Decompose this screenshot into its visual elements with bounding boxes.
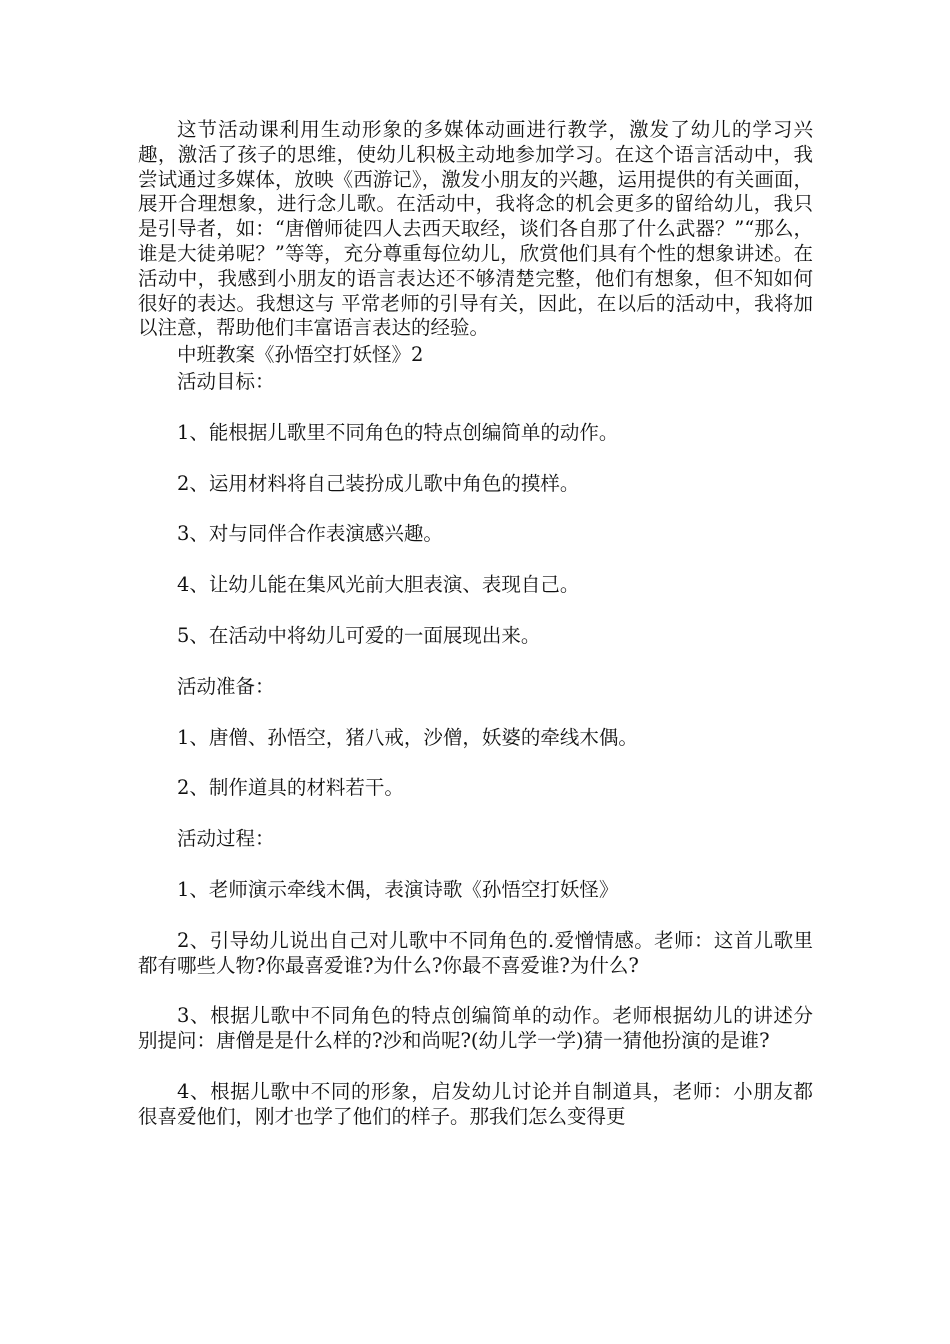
paragraph-reflection: 这节活动课利用生动形象的多媒体动画进行教学，激发了幼儿的学习兴趣，激活了孩子的思维，使幼儿积极主动地参加学习。在这个语言活动中，我尝试通过多媒体，放映《西游记》，激发小朋友的兴趣，运用提供的有关画面，展开合理想象，进行念儿歌。在活动中，我将念的机会更多的留给幼儿，我只是引导者，如：“唐僧师徒四人去西天取经，谈们各自那了什么武器？”“那么，谁是大徒弟呢？”等等，充分尊重每位幼儿，欣赏他们具有个性的想象讲述。在活动中，我感到小朋友的语言表达还不够清楚完整，他们有想象，但不知如何很好的表达。我想这与 平常老师的引导有关，因此，在以后的活动中，我将加以注意，帮助他们丰富语言表达的经验。 xyxy=(138,118,813,340)
section-heading-goals: 活动目标： xyxy=(177,369,275,393)
lesson-title: 中班教案《孙悟空打妖怪》2 xyxy=(177,343,424,367)
goal-item-4: 4、让幼儿能在集风光前大胆表演、表现自己。 xyxy=(177,573,580,597)
process-step-3: 3、根据儿歌中不同角色的特点创编简单的动作。老师根据幼儿的讲述分别提问：唐僧是是什么样的?沙和尚呢?(幼儿学一学)猜一猜他扮演的是谁? xyxy=(138,1004,813,1053)
process-step-2: 2、引导幼儿说出自己对儿歌中不同角色的.爱憎情感。老师：这首儿歌里都有哪些人物?你最喜爱谁?为什么?你最不喜爱谁?为什么? xyxy=(138,928,813,977)
section-heading-process: 活动过程： xyxy=(177,827,275,851)
goal-item-2: 2、运用材料将自己装扮成儿歌中角色的摸样。 xyxy=(177,471,580,495)
document-body xyxy=(138,118,813,1130)
process-step-4: 4、根据儿歌中不同的形象，启发幼儿讨论并自制道具，老师：小朋友都很喜爱他们，刚才也学了他们的样子。那我们怎么变得更 xyxy=(138,1079,813,1128)
process-step-1: 1、老师演示牵线木偶，表演诗歌《孙悟空打妖怪》 xyxy=(177,877,619,901)
goal-item-1: 1、能根据儿歌里不同角色的特点创编简单的动作。 xyxy=(177,420,619,444)
section-heading-preparation: 活动准备： xyxy=(177,674,275,698)
preparation-item-1: 1、唐僧、孙悟空，猪八戒，沙僧，妖婆的牵线木偶。 xyxy=(177,725,638,749)
preparation-item-2: 2、制作道具的材料若干。 xyxy=(177,776,404,800)
goal-item-5: 5、在活动中将幼儿可爱的一面展现出来。 xyxy=(177,623,541,647)
goal-item-3: 3、对与同伴合作表演感兴趣。 xyxy=(177,522,443,546)
